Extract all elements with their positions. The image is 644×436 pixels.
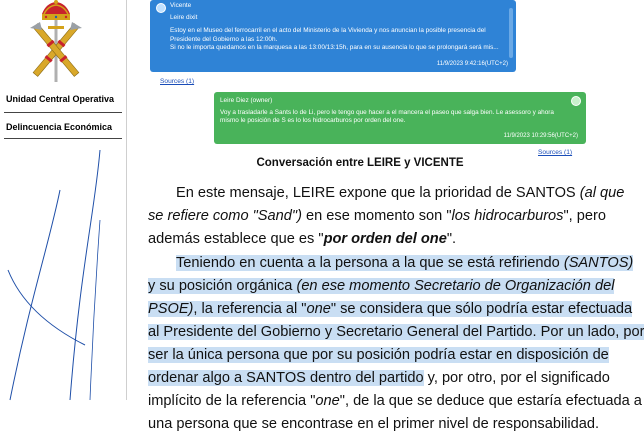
message-timestamp: 11/9/2023 10:29:56(UTC+2) — [503, 133, 578, 140]
sources-link[interactable]: Sources (1) — [538, 149, 573, 156]
decorative-lines — [0, 150, 130, 400]
message-line: Leire dixit — [170, 13, 198, 21]
message-author: Leire Diez (owner) — [220, 97, 273, 104]
text-line: Teniendo en cuenta a la persona a la que se está refiriendo (SANTOS) — [176, 255, 634, 271]
message-line: Voy a trasladarle a Sants lo de Li, pero le tengo que hacer a el mancera el paseo que salga bien. Le asessoro y ahora — [220, 108, 554, 116]
text-line: además establece que es "por orden del one". — [148, 231, 457, 247]
message-bubble-leire — [214, 92, 586, 144]
text-line: ordenar algo a SANTOS dentro del partido y, por otro, por el significado — [148, 370, 610, 386]
text-line: ser la única persona que por su posición podría estar en disposición de — [148, 347, 609, 363]
text-line: al Presidente del Gobierno y Secretario General del Partido. Por un lado, por — [148, 324, 644, 340]
avatar-icon — [156, 3, 166, 13]
text-line: una persona que se encontrase en el primer nivel de responsabilidad. — [148, 416, 600, 432]
text-line: implícito de la referencia "one", de la que se deduce que estaría efectuada a — [148, 393, 642, 409]
conversation-title: Conversación entre LEIRE y VICENTE — [256, 157, 464, 169]
divider — [4, 138, 122, 139]
page-margin-line — [126, 0, 127, 400]
sidebar — [0, 0, 130, 400]
unit-subtitle: Delincuencia Económica — [6, 122, 113, 132]
paragraph-2 — [148, 252, 644, 436]
message-scrollbar[interactable] — [509, 8, 513, 58]
message-bubble-vicente — [150, 0, 516, 72]
message-timestamp: 11/9/2023 9:42:16(UTC+2) — [436, 61, 508, 68]
text-line: se refiere como "Sand") en ese momento son "los hidrocarburos", pero — [148, 208, 606, 224]
message-line: mismo le posición de S es lo los hidrocarburos por orden del one. — [220, 117, 406, 125]
paragraph-1 — [148, 182, 625, 251]
text-line: En este mensaje, LEIRE expone que la prioridad de SANTOS (al que — [176, 185, 625, 201]
message-author: Vicente — [170, 2, 192, 9]
divider — [4, 112, 122, 113]
message-line: Estoy en el Museo del ferrocarril en el acto del Ministerio de la Vivienda y nos anuncian la posible presencia del — [170, 27, 486, 35]
message-line: Si no le importa quedamos en la marquesa a las 13:00/13:15h, para en su ausencia lo que se prolongará será mis... — [170, 44, 499, 52]
avatar-icon — [571, 96, 581, 106]
text-line: PSOE), la referencia al "one" se considera que sólo podría estar efectuada — [148, 301, 633, 317]
text-line: y su posición orgánica (en ese momento Secretario de Organización del — [148, 278, 615, 294]
unit-title: Unidad Central Operativa — [6, 94, 115, 104]
guardia-civil-emblem — [18, 0, 94, 88]
sources-link[interactable]: Sources (1) — [160, 78, 195, 85]
message-line: Presidente del Gobierno a las 12:00h. — [170, 35, 278, 43]
crown-icon — [42, 0, 70, 20]
